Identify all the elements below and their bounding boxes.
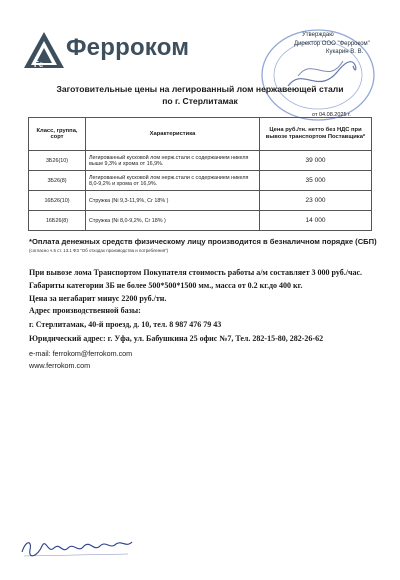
dimensions-line: Габариты категории 3Б не более 500*500*1500 мм., масса от 0.2 кг.до 400 кг. [29, 281, 303, 290]
row-grade: 3Б26(10) [29, 151, 86, 171]
row-grade: 16Б26(8) [29, 211, 86, 231]
oversize-price-line: Цена за негабарит минус 2200 руб./тн. [29, 294, 167, 303]
row-description: Легированный кусковой лом нерж.стали с содержанием никеля выше 9,3% и хрома от 16,9%. [86, 151, 260, 171]
payment-law-note: (согласно ч.5 ст. 13.1 ФЗ "Об отходах производства и потребления") [29, 248, 169, 253]
header-price: Цена руб./тн. нетто без НДС при вывозе транспортом Поставщика* [260, 118, 372, 151]
approval-block [294, 31, 394, 57]
ferrokom-logo-mark-icon [24, 32, 64, 70]
row-grade: 16Б26(10) [29, 191, 86, 211]
document-subtitle: по г. Стерлитамак [162, 96, 238, 106]
base-address-label: Адрес производственной базы: [29, 306, 141, 315]
contact-email[interactable]: e-mail: ferrokom@ferrokom.com [29, 349, 133, 358]
row-price: 35 000 [260, 171, 372, 191]
row-grade: 3Б26(8) [29, 171, 86, 191]
approval-line-3: Кукарин В. В. [326, 49, 364, 55]
table-row [29, 191, 372, 211]
row-price: 39 000 [260, 151, 372, 171]
approval-line-2: Директор ООО "Ферроком" [294, 40, 370, 47]
row-description: Легированный кусковой лом нерж.стали с содержанием никеля 8,0-9,2% и хрома от 16,9%. [86, 171, 260, 191]
table-row [29, 151, 372, 171]
header-characteristic: Характеристика [86, 118, 260, 151]
table-header-row [29, 118, 372, 151]
row-price: 14 000 [260, 211, 372, 231]
company-name: Ферроком [66, 34, 190, 61]
document-date: от 04.08.2025 г. [312, 112, 351, 118]
legal-address: Юридический адрес: г. Уфа, ул. Бабушкина 25 офис №7, Тел. 282-15-80, 282-26-62 [29, 334, 324, 343]
header-grade: Класс, группа, сорт [29, 118, 86, 151]
transport-cost-line: При вывозе лома Транспортом Покупателя стоимость работы а/м составляет 3 000 руб./час. [29, 268, 363, 277]
row-description: Стружка (Ni 9,3-11,9%, Cr 18% ) [86, 191, 260, 211]
price-table [28, 117, 372, 231]
payment-note: *Оплата денежных средств физическому лицу производится в безналичном порядке (СБП) [29, 237, 377, 246]
logo-mark-text: Fe [34, 60, 44, 69]
handwritten-signature-icon [18, 532, 138, 560]
row-description: Стружка (Ni 8,0-9,2%, Cr 18% ) [86, 211, 260, 231]
base-address: г. Стерлитамак, 40-й проезд, д. 10, тел. 8 987 476 79 43 [29, 320, 222, 329]
document-title: Заготовительные цены на легированный лом нержавеющей стали [56, 84, 344, 94]
approval-line-1: Утверждаю [302, 32, 334, 38]
table-row [29, 171, 372, 191]
company-logo [24, 32, 190, 70]
contact-website[interactable]: www.ferrokom.com [29, 361, 91, 370]
table-row [29, 211, 372, 231]
row-price: 23 000 [260, 191, 372, 211]
